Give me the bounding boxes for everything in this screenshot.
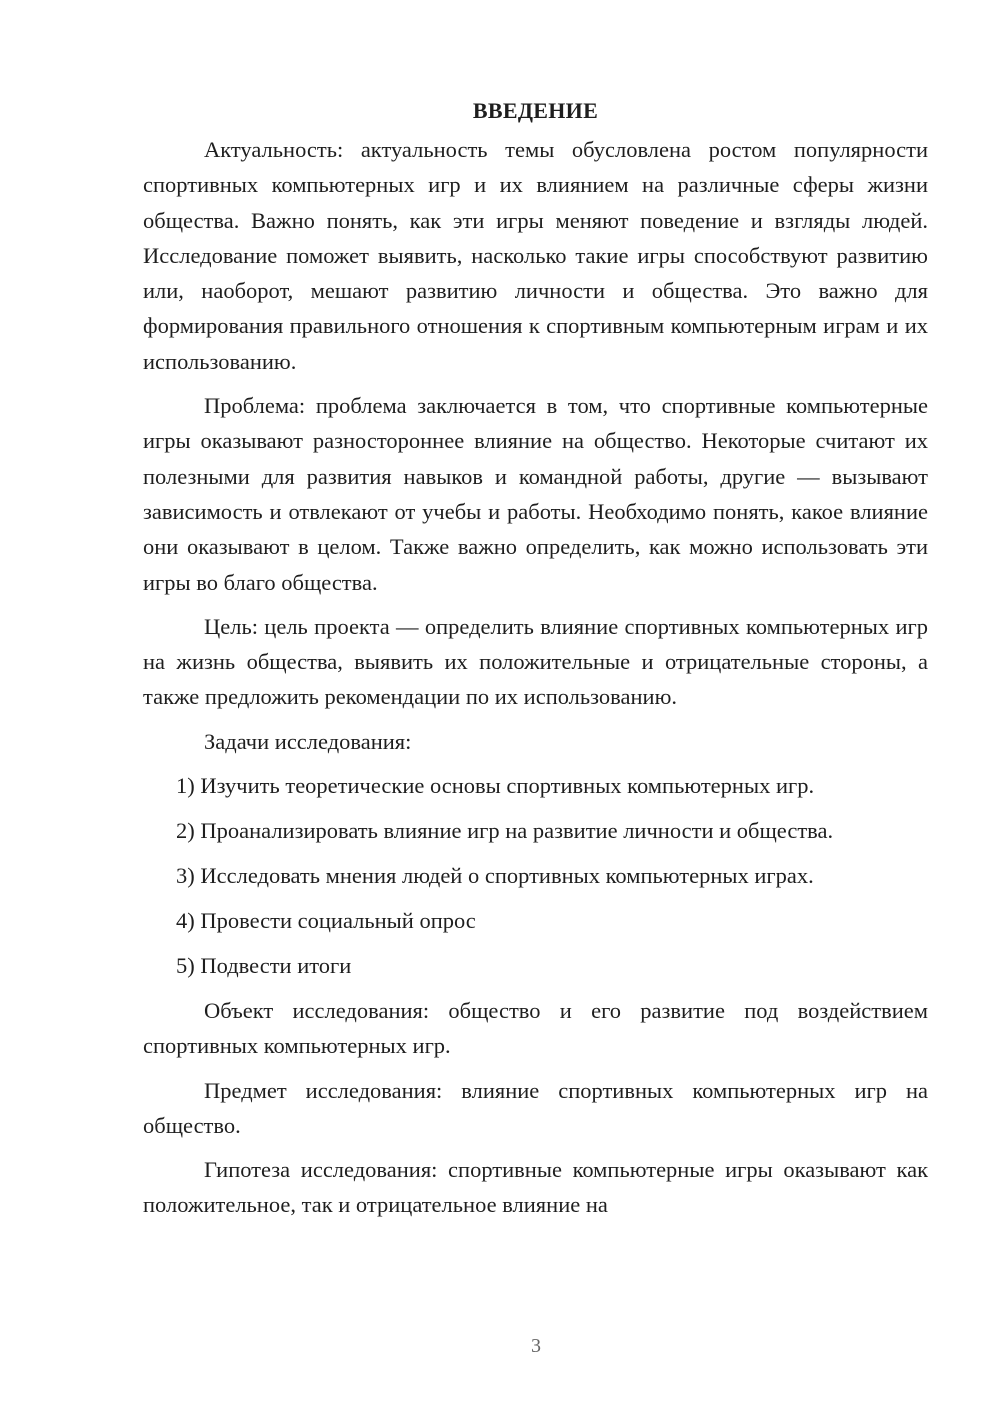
relevance-paragraph: Актуальность: актуальность темы обусловлена ростом популярности спортивных компьютерных игр и их влиянием на различные сферы жизни общества. Важно понять, как эти игры меняют поведение и взгляды людей. Исследование поможет выявить, насколько такие игры способствуют развитию или, наоборот, мешают развитию личности и общества. Это важно для формирования правильного отношения к спортивным компьютерным играм и их использованию. — [143, 137, 928, 374]
page-number: 3 — [531, 1335, 541, 1357]
subject-paragraph: Предмет исследования: влияние спортивных компьютерных игр на общество. — [143, 1077, 928, 1138]
task-item: 2) Проанализировать влияние игр на развитие личности и общества. — [176, 818, 834, 844]
goal-paragraph: Цель: цель проекта — определить влияние спортивных компьютерных игр на жизнь общества, выявить их положительные и отрицательные стороны, а также предложить рекомендации по их использованию. — [143, 613, 928, 710]
task-item: 4) Провести социальный опрос — [176, 908, 476, 933]
tasks-list — [143, 768, 928, 983]
tasks-heading: Задачи исследования: — [204, 728, 412, 754]
section-title: ВВЕДЕНИЕ — [472, 98, 599, 123]
task-item: 5) Подвести итоги — [176, 952, 352, 978]
page-content — [143, 94, 928, 1232]
task-item: 3) Исследовать мнения людей о спортивных компьютерных играх. — [176, 863, 814, 889]
problem-paragraph: Проблема: проблема заключается в том, что спортивные компьютерные игры оказывают разностороннее влияние на общество. Некоторые считают их полезными для развития навыков и командной работы, другие — вызывают зависимость и отвлекают от учебы и работы. Необходимо понять, какое влияние они оказывают в целом. Также важно определить, как можно использовать эти игры во благо общества. — [143, 393, 928, 595]
object-paragraph: Объект исследования: общество и его развитие под воздействием спортивных компьютерных игр. — [143, 997, 928, 1059]
task-item: 1) Изучить теоретические основы спортивных компьютерных игр. — [176, 773, 815, 799]
hypothesis-paragraph: Гипотеза исследования: спортивные компьютерные игры оказывают как положительное, так и отрицательное влияние на — [143, 1157, 928, 1218]
